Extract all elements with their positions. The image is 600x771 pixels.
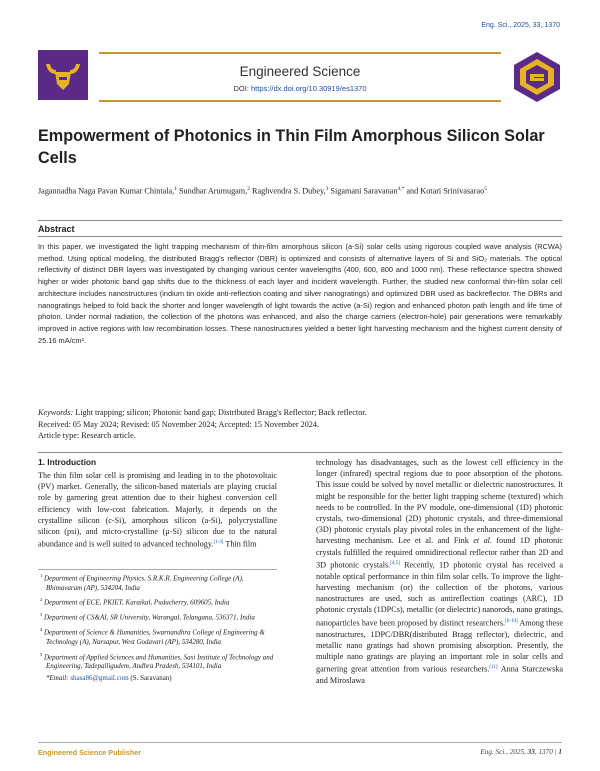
affiliation-item xyxy=(38,595,277,608)
abstract-text: In this paper, we investigated the light trapping mechanism of thin-film amorphous silicon (a-Si) solar cells using rigorous coupled wave analysis (RCWA) method. Using optical modeling, the distributed Bragg's reflector (DBR) is optimized and consists of alternative layers of Si and SiO₂ materials. The optical reflectivity of distinct DBR layers was investigated by changing various center wavelengths (400, 600, 800 and 1000 nm). These reflectance spectra showed higher or wider photonic band gap shifts due to the thickness of each layer and incident wavelength. Further, the studied new conformal thin-film solar cell architecture includes nanostructures (indium tin oxide anti-reflection coating and silver nanogratings) and optimized DBR used as backreflector. The DBRs and nanogratings helped to fold back the shorter and longer wavelength of light towards the active (a-Si) region and enhanced photon path length and life time of photon. Under normal radiation, the collection of the photons was enhanced, and also the charge carriers (electron-hole) pair generations were remarkably improved in active regions with low recombination losses. These nanostructures yielded a better light harvesting mechanism and the highest current density of 25.16 mA/cm². xyxy=(38,242,562,345)
citation-ref[interactable]: [4,5] xyxy=(390,560,400,566)
citation-ref[interactable]: [6-10] xyxy=(505,618,518,624)
article-type: Article type: Research article. xyxy=(38,431,136,441)
abstract-rule xyxy=(38,236,562,237)
affiliation-item xyxy=(38,625,277,647)
email-line xyxy=(38,674,277,683)
doi-line xyxy=(99,84,501,93)
author-list xyxy=(38,184,562,197)
footer-cite-suffix: , 1370 | xyxy=(534,748,559,756)
email-link[interactable]: shasa86@gmail.com xyxy=(70,673,129,682)
author-sup: 1 xyxy=(174,186,177,192)
author: Jagannadha Naga Pavan Kumar Chintala, xyxy=(38,186,175,196)
author-sup: 3 xyxy=(325,186,329,192)
affiliation-item xyxy=(38,610,277,623)
intro-left-body: The thin film solar cell is promising and leading in to the photovoltaic (PV) market. Generally, the silicon-based materials are playing crucial role by garnering great attention due to their highest conversion cell efficiency with low-cost fabrication. Majorly, it depends on the crystalline silicon (c-Si), amorphous silicon (a-Si), polycrystalline silicon (psi), and micro-crystalline (μ-Si) silicon due to the natural abundance and is well suited to advanced technology. xyxy=(38,471,277,549)
affiliation-sup: 4 xyxy=(40,627,43,633)
affiliation-sup: 3 xyxy=(40,612,43,618)
left-column xyxy=(38,457,277,550)
intro-left-text xyxy=(38,470,277,550)
affiliation-text: Department of Applied Sciences and Humanities, Sasi Institute of Technology and Engineering, Tadepalligudem, Andhra Pradesh, 534101, India xyxy=(44,652,274,671)
intro-right-text: Anna Starczewska and Miroslawa xyxy=(316,664,563,686)
affiliation-sup: 1 xyxy=(40,573,43,578)
intro-right-etal: et al. xyxy=(473,536,492,546)
header-citation: Eng. Sci., 2025, 33, 1370 xyxy=(481,22,560,29)
footer-rule xyxy=(38,742,562,743)
author: Sigamani Saravanan xyxy=(330,186,398,196)
affiliation-sup: 5 xyxy=(40,651,43,657)
journal-name: Engineered Science xyxy=(239,64,361,79)
email-name: (S. Saravanan) xyxy=(128,673,172,682)
abstract-top-rule xyxy=(38,220,562,221)
footer-volume: 33 xyxy=(527,748,535,756)
author: Sundhar Arumugam, xyxy=(178,186,248,196)
article-title: Empowerment of Photonics in Thin Film Amorphous Silicon Solar Cells xyxy=(38,127,545,167)
keywords-label: Keywords: xyxy=(38,408,74,417)
intro-right-text: Recently, 1D photonic crystal has received a notable optical performance in thin film solar cells. To improve the light-harvesting mechanism (or) the collection of the photons, various nanostructures are used, such as antireflection coatings (ARC), 1D photonic crystals (1DPCs), metallic (or dielectric) nanorods, nano gratings, nanoparticles have been proposed by distinct researchers. xyxy=(316,560,563,628)
hexagon-es-logo-icon xyxy=(510,50,564,104)
footer-publisher: Engineered Science Publisher xyxy=(38,748,142,757)
received-line: Received: 05 May 2024; Revised: 05 November 2024; Accepted: 15 November 2024. xyxy=(38,419,320,429)
affiliation-text: Department of ECE, PKIET, Karaikal, Puducherry, 609605, India xyxy=(44,598,230,607)
affiliation-item xyxy=(38,650,277,672)
meta-rule xyxy=(38,452,562,453)
doi-link[interactable]: https://dx.doi.org/10.30919/es1370 xyxy=(251,84,367,93)
citation-ref[interactable]: [1-3] xyxy=(213,540,224,546)
keywords: Light trapping; silicon; Photonic band gap; Distributed Bragg's Reflector; Back reflector. xyxy=(75,408,367,417)
keywords-line xyxy=(38,407,562,419)
affiliations xyxy=(38,571,277,683)
affiliation-text: Department of Science & Humanities, Swarnandhra College of Engineering & Technology (A), Narsapur, West Godavari (AP), 534280, India xyxy=(44,628,265,646)
author: Raghvendra S. Dubey, xyxy=(252,186,326,196)
bull-head-logo-icon xyxy=(38,50,88,100)
intro-left-tail: Thin film xyxy=(223,539,257,549)
intro-right-text: Among these nanostructures, 1DPC/DBR(distributed Bragg reflector), dielectric, and metallic nano gratings had shown promising absorption. Presently, the multiple nano gratings are playing an important role in solar cells and garnering great attention from various researchers. xyxy=(316,618,563,674)
author: and Kotari Srinivasarao xyxy=(406,186,485,196)
author-sup: 2 xyxy=(247,186,250,192)
email-label: *Email: xyxy=(46,673,71,682)
intro-right-text: technology has disadvantages, such as the lowest cell efficiency in the longer (infrared) spectral regions due to poor absorption of the photons. This issue could be solved by novel metallic or dielectric nanostructures. It might be responsible for the better light trapping scheme (textured) which needs to be controlled. In the PV module, one-dimensional (1D) photonic crystals, two-dimensional (2D) photonic crystals, and three-dimensional (3D) photonic crystals play pivotal roles in the enhancement of the light-harvesting mechanism. Lee et al. and Fink xyxy=(316,458,563,546)
intro-right-text: found 1D photonic crystals fulfilled the required omnidirectional reflector rather than 2D and 3D photonic crystals. xyxy=(316,536,563,570)
author-sup: 4,* xyxy=(397,186,405,192)
abstract-heading: Abstract xyxy=(38,224,75,234)
footer-citation xyxy=(300,748,562,756)
affiliation-text: Department of Engineering Physics, S.R.K.R. Engineering College (A), Bhimavaram (AP), 534204, India xyxy=(44,574,244,592)
page-number: 1 xyxy=(558,748,562,756)
right-column xyxy=(316,457,563,686)
article-meta xyxy=(38,407,562,442)
citation-ref[interactable]: [11] xyxy=(489,665,498,671)
affiliation-text: Department of CS&AI, SR University, Warangal, Telangana, 536371, India xyxy=(44,613,255,622)
intro-heading: 1. Introduction xyxy=(38,457,97,467)
footer-cite-prefix: Eng. Sci., 2025, xyxy=(480,748,528,756)
doi-label: DOI: xyxy=(233,84,251,93)
author-sup: 5 xyxy=(484,186,487,192)
affiliation-sup: 2 xyxy=(40,597,43,603)
affiliation-item xyxy=(38,571,277,593)
affiliation-rule xyxy=(38,569,277,570)
